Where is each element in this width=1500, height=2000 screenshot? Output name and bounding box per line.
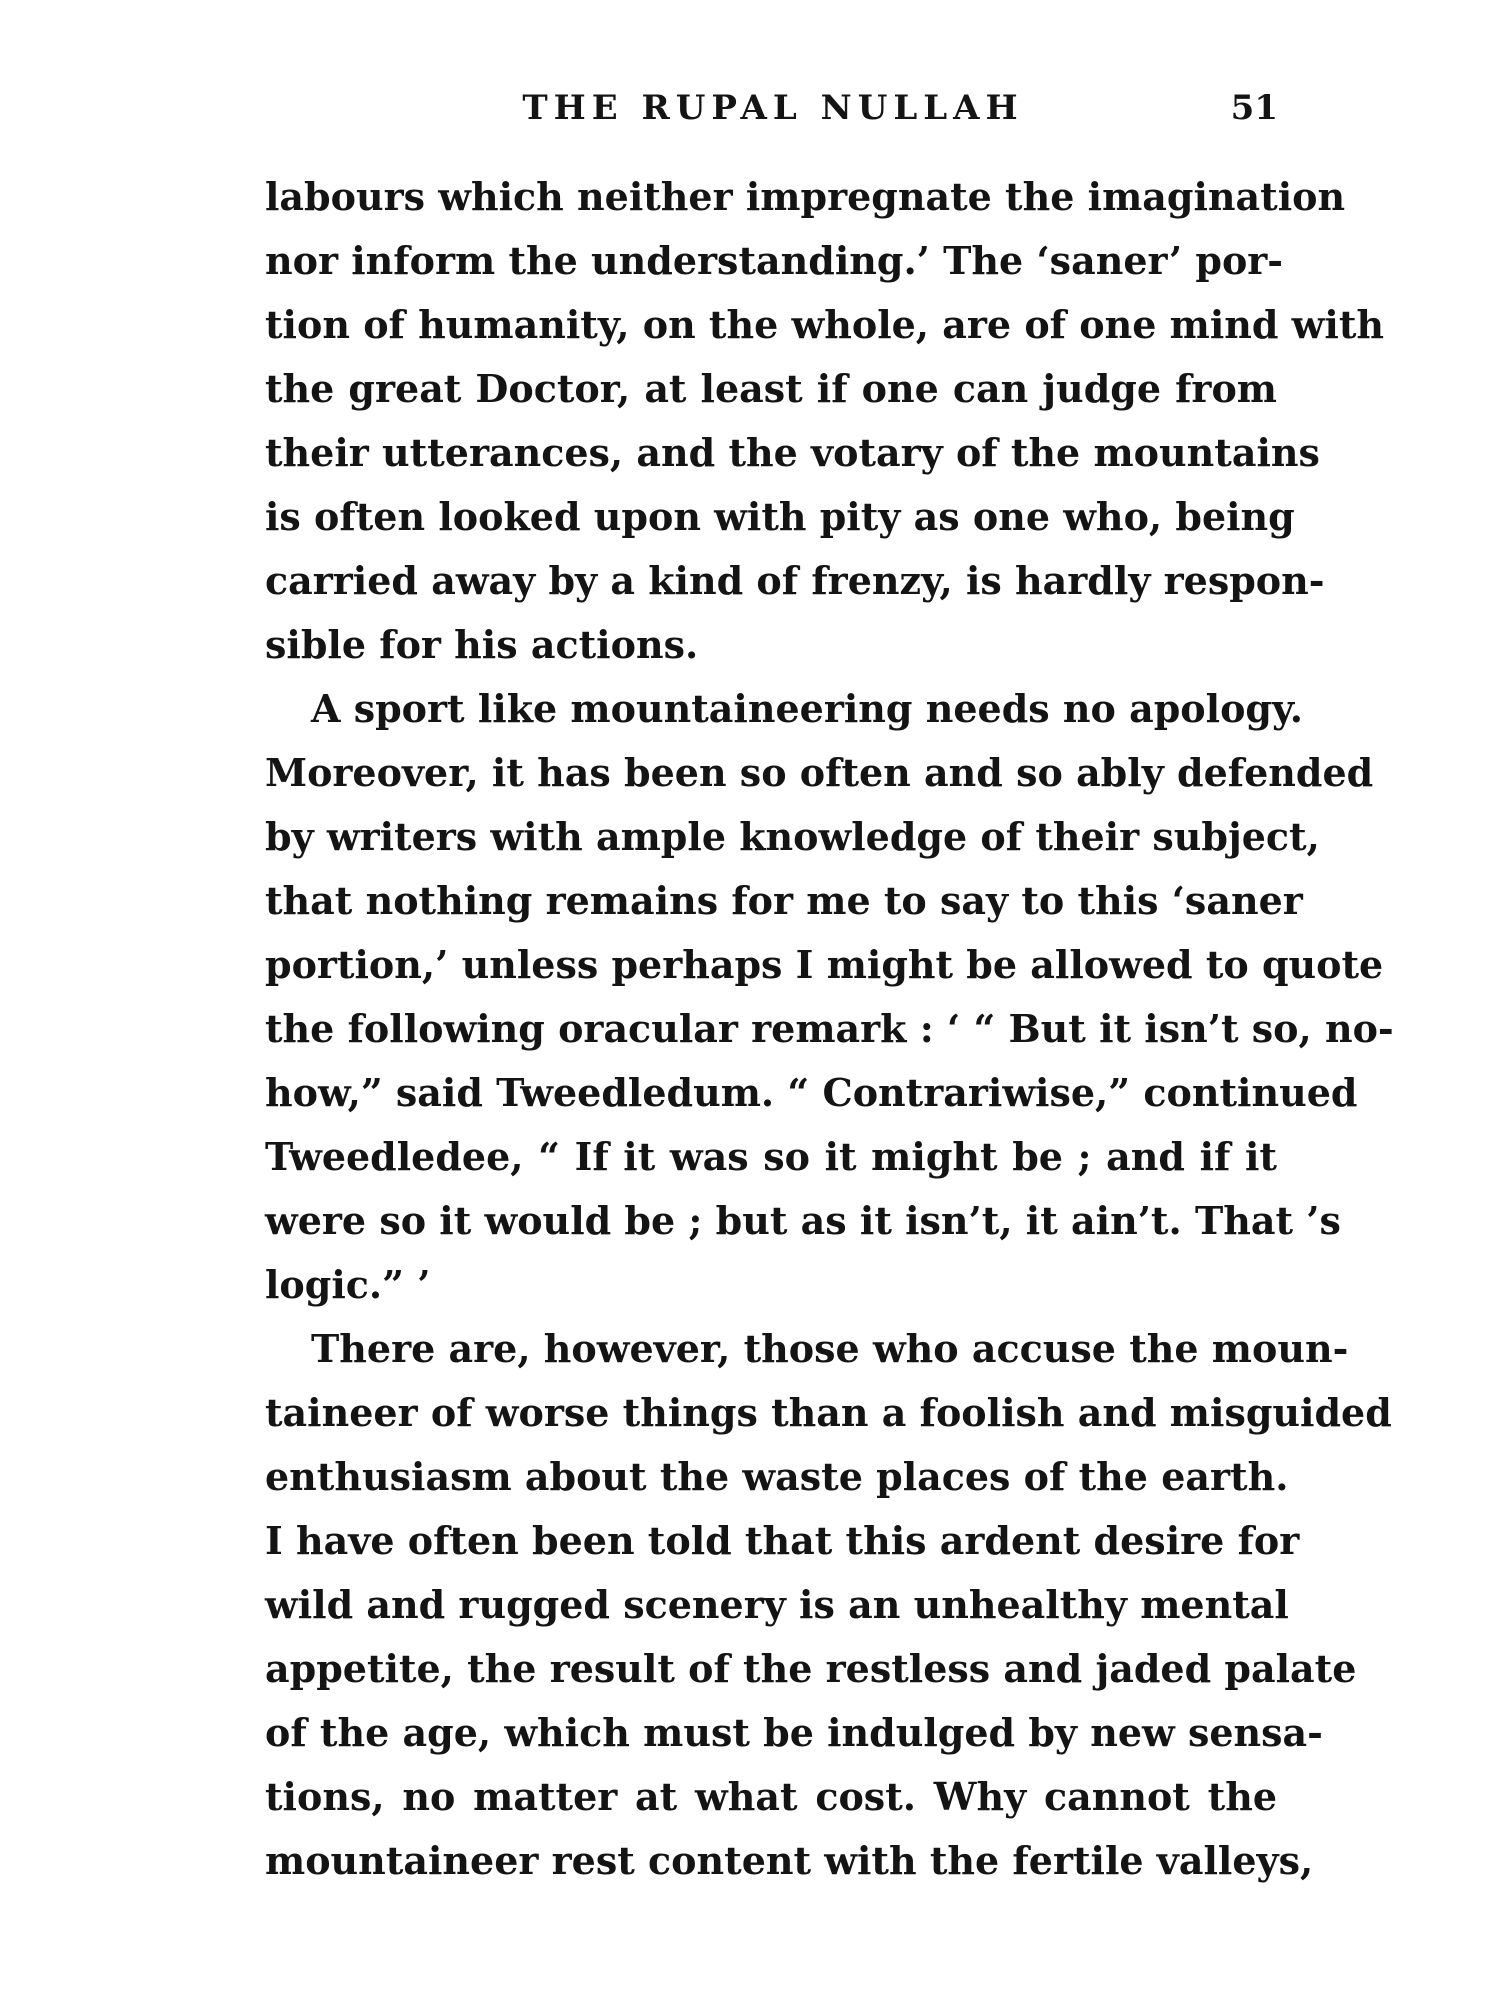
text-line: Tweedledee, “ If it was so it might be ; and if it <box>265 1134 1277 1179</box>
text-line: tions, no matter at what cost. Why cannot the <box>265 1774 1277 1819</box>
text-line: how,” said Tweedledum. “ Contrariwise,” continued <box>265 1070 1358 1115</box>
paragraph-3 <box>265 1317 1392 1893</box>
text-line: by writers with ample knowledge of their subject, <box>265 814 1320 859</box>
text-line: that nothing remains for me to say to this ‘saner <box>265 878 1303 923</box>
running-title: THE RUPAL NULLAH <box>522 88 1024 128</box>
paragraph-1 <box>265 165 1385 677</box>
text-line: their utterances, and the votary of the mountains <box>265 430 1320 475</box>
text-line: sible for his actions. <box>265 622 699 667</box>
text-line: portion,’ unless perhaps I might be allowed to quote <box>265 942 1384 987</box>
text-line: were so it would be ; but as it isn’t, it ain’t. That ’s <box>265 1198 1341 1243</box>
text-line: taineer of worse things than a foolish and misguided <box>265 1390 1392 1435</box>
text-line: There are, however, those who accuse the moun- <box>311 1326 1349 1371</box>
text-line: the following oracular remark : ‘ “ But it isn’t so, no- <box>265 1006 1394 1051</box>
page-number: 51 <box>1230 88 1278 128</box>
text-line: appetite, the result of the restless and jaded palate <box>265 1646 1357 1691</box>
text-line: labours which neither impregnate the imagination <box>265 174 1346 219</box>
text-line: logic.” ’ <box>265 1262 431 1307</box>
text-line: of the age, which must be indulged by new sensa- <box>265 1710 1323 1755</box>
text-line: A sport like mountaineering needs no apology. <box>311 686 1303 731</box>
text-line: mountaineer rest content with the fertile valleys, <box>265 1838 1314 1883</box>
body-text <box>265 165 1394 1893</box>
text-line: I have often been told that this ardent desire for <box>265 1518 1300 1563</box>
text-line: tion of humanity, on the whole, are of one mind with <box>265 302 1385 347</box>
text-line: is often looked upon with pity as one who, being <box>265 494 1295 539</box>
text-line: the great Doctor, at least if one can judge from <box>265 366 1277 411</box>
running-head <box>268 88 1278 138</box>
text-line: Moreover, it has been so often and so ably defended <box>265 750 1374 795</box>
text-line: carried away by a kind of frenzy, is hardly respon- <box>265 558 1325 603</box>
text-line: wild and rugged scenery is an unhealthy mental <box>265 1582 1289 1627</box>
text-line: enthusiasm about the waste places of the earth. <box>265 1454 1289 1499</box>
paragraph-2 <box>265 677 1394 1317</box>
text-line: nor inform the understanding.’ The ‘saner’ por- <box>265 238 1284 283</box>
